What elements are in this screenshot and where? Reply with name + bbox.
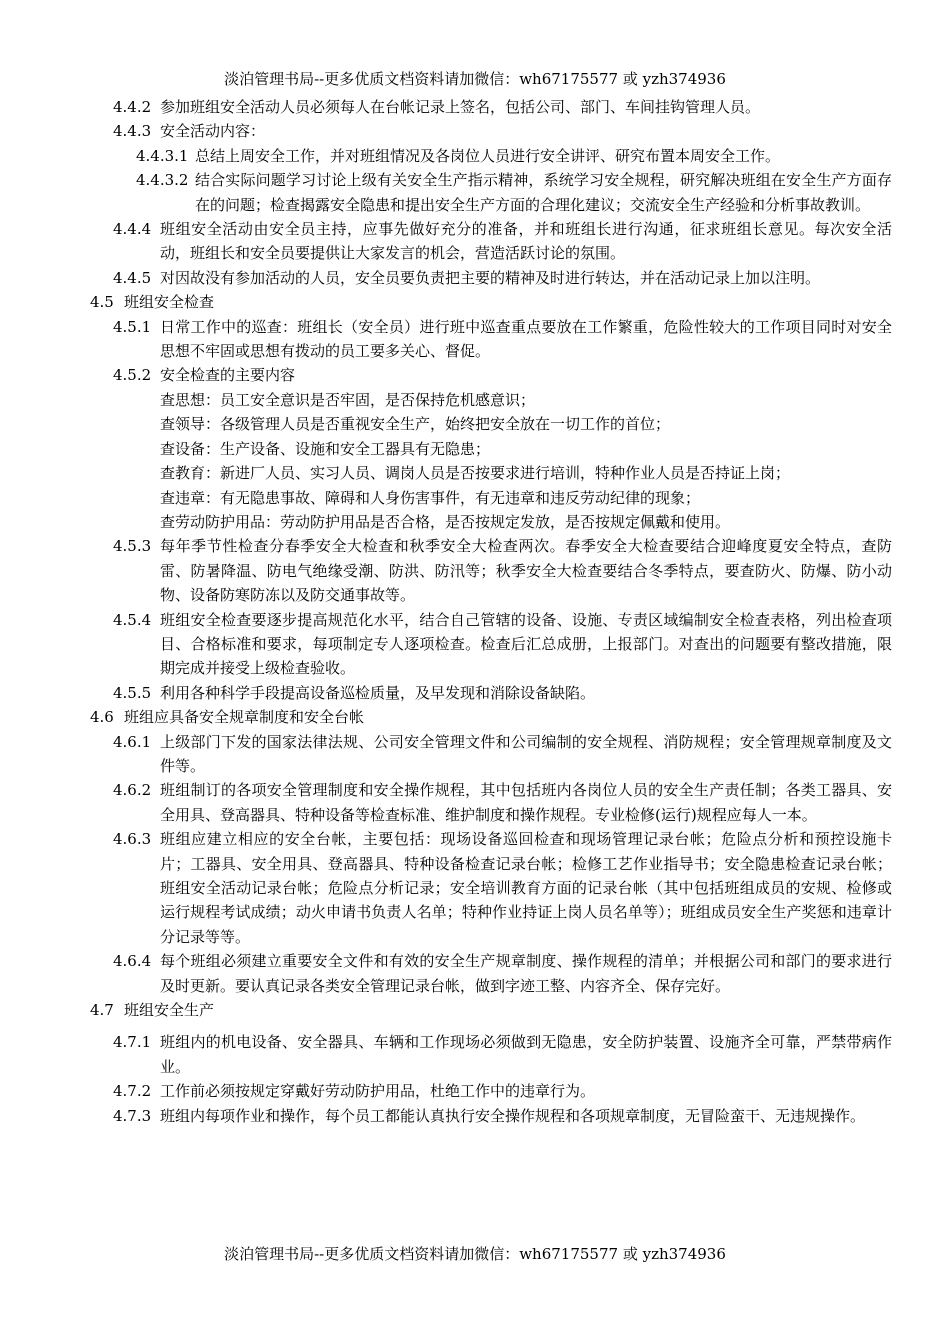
clause-text: 上级部门下发的国家法律法规、公司安全管理文件和公司编制的安全规程、消防规程；安全管理规章制度及文件等。 xyxy=(160,732,892,775)
check-item-text: 查劳动防护用品：劳动防护用品是否合格，是否按规定发放，是否按规定佩戴和使用。 xyxy=(160,512,731,531)
clause-4-7-1 xyxy=(0,1030,950,1079)
clause-text: 安全检查的主要内容 xyxy=(160,366,296,385)
clause-4-6-1 xyxy=(0,730,950,779)
clause-number: 4.4.5 xyxy=(113,268,152,287)
section-number: 4.6 xyxy=(90,708,114,727)
clause-4-4-3-2 xyxy=(0,168,950,217)
clause-4-6-2 xyxy=(0,778,950,827)
check-item-education xyxy=(0,461,950,485)
clause-number: 4.5.5 xyxy=(113,683,152,702)
section-number: 4.7 xyxy=(90,1001,114,1020)
clause-number: 4.4.3.1 xyxy=(136,146,189,165)
check-item-protective-gear xyxy=(0,510,950,534)
document-body xyxy=(0,95,950,1128)
clause-number: 4.7.3 xyxy=(113,1106,152,1125)
clause-4-5-1 xyxy=(0,315,950,364)
clause-number: 4.4.3 xyxy=(113,122,152,141)
clause-text: 班组内的机电设备、安全器具、车辆和工作现场必须做到无隐患，安全防护装置、设施齐全可靠，严禁带病作业。 xyxy=(160,1033,892,1076)
check-item-text: 查违章：有无隐患事故、障碍和人身伤害事件，有无违章和违反劳动纪律的现象； xyxy=(160,488,701,507)
clause-4-4-5 xyxy=(0,266,950,290)
clause-4-6-4 xyxy=(0,949,950,998)
page-header: 淡泊管理书局--更多优质文档资料请加微信：wh67175577 或 yzh374936 xyxy=(224,70,726,88)
clause-4-6-3 xyxy=(0,827,950,949)
clause-text: 总结上周安全工作，并对班组情况及各岗位人员进行安全讲评、研究布置本周安全工作。 xyxy=(195,146,781,165)
section-number: 4.5 xyxy=(90,293,114,312)
clause-text: 工作前必须按规定穿戴好劳动防护用品，杜绝工作中的违章行为。 xyxy=(160,1082,596,1101)
clause-number: 4.5.3 xyxy=(113,537,152,556)
clause-text: 对因故没有参加活动的人员，安全员要负责把主要的精神及时进行转达，并在活动记录上加以注明。 xyxy=(160,268,821,287)
clause-text: 每个班组必须建立重要安全文件和有效的安全生产规章制度、操作规程的清单；并根据公司和部门的要求进行及时更新。要认真记录各类安全管理记录台帐，做到字迹工整、内容齐全、保存完好。 xyxy=(160,952,892,995)
clause-text: 安全活动内容： xyxy=(160,122,266,141)
clause-text: 日常工作中的巡查：班组长（安全员）进行班中巡查重点要放在工作繁重，危险性较大的工作项目同时对安全思想不牢固或思想有拨动的员工要多关心、督促。 xyxy=(160,317,892,361)
check-item-equipment xyxy=(0,437,950,461)
check-item-text: 查教育：新进厂人员、实习人员、调岗人员是否按要求进行培训，特种作业人员是否持证上岗； xyxy=(160,464,791,483)
clause-number: 4.6.2 xyxy=(113,781,152,800)
clause-number: 4.4.3.2 xyxy=(136,171,189,190)
check-item-text: 查思想：员工安全意识是否牢固，是否保持危机感意识； xyxy=(160,390,536,409)
clause-4-7-3 xyxy=(0,1104,950,1128)
section-title: 班组应具备安全规章制度和安全台帐 xyxy=(124,708,365,727)
clause-number: 4.4.4 xyxy=(113,220,152,239)
clause-4-5-2 xyxy=(0,363,950,387)
clause-number: 4.5.2 xyxy=(113,366,152,385)
check-item-thought xyxy=(0,388,950,412)
clause-text: 利用各种科学手段提高设备巡检质量，及早发现和消除设备缺陷。 xyxy=(160,683,596,702)
clause-4-4-3-1 xyxy=(0,144,950,168)
section-title: 班组安全检查 xyxy=(124,293,215,312)
clause-4-4-4 xyxy=(0,217,950,266)
section-4-6-heading xyxy=(0,705,950,729)
clause-4-5-4 xyxy=(0,608,950,681)
clause-4-7-2 xyxy=(0,1079,950,1103)
check-item-text: 查领导：各级管理人员是否重视安全生产，始终把安全放在一切工作的首位； xyxy=(160,415,671,434)
clause-number: 4.6.1 xyxy=(113,732,152,751)
clause-text: 结合实际问题学习讨论上级有关安全生产指示精神，系统学习安全规程，研究解决班组在安全生产方面存在的问题；检查揭露安全隐患和提出安全生产方面的合理化建议；交流安全生产经验和分析事故教训。 xyxy=(195,171,892,214)
clause-number: 4.4.2 xyxy=(113,98,152,116)
section-title: 班组安全生产 xyxy=(124,1001,215,1020)
section-4-5-heading xyxy=(0,290,950,314)
clause-number: 4.7.1 xyxy=(113,1033,152,1052)
clause-number: 4.7.2 xyxy=(113,1082,152,1101)
check-item-text: 查设备：生产设备、设施和安全工器具有无隐患； xyxy=(160,439,491,458)
clause-text: 参加班组安全活动人员必须每人在台帐记录上签名，包括公司、部门、车间挂钩管理人员。 xyxy=(160,98,761,116)
page-footer: 淡泊管理书局--更多优质文档资料请加微信：wh67175577 或 yzh374936 xyxy=(224,1245,726,1263)
clause-4-5-3 xyxy=(0,534,950,607)
clause-number: 4.5.1 xyxy=(113,317,152,336)
check-item-leadership xyxy=(0,412,950,436)
clause-4-4-2 xyxy=(0,95,950,119)
clause-number: 4.6.3 xyxy=(113,830,152,849)
section-4-7-heading xyxy=(0,998,950,1022)
clause-text: 班组安全活动由安全员主持，应事先做好充分的准备，并和班组长进行沟通，征求班组长意见。每次安全活动，班组长和安全员要提供让大家发言的机会，营造活跃讨论的氛围。 xyxy=(160,220,892,263)
clause-number: 4.6.4 xyxy=(113,952,152,971)
check-item-violation xyxy=(0,486,950,510)
clause-number: 4.5.4 xyxy=(113,610,152,629)
clause-text: 班组内每项作业和操作，每个员工都能认真执行安全操作规程和各项规章制度，无冒险蛮干、无违规操作。 xyxy=(160,1106,866,1125)
clause-4-4-3 xyxy=(0,119,950,143)
clause-text: 每年季节性检查分春季安全大检查和秋季安全大检查两次。春季安全大检查要结合迎峰度夏安全特点，查防雷、防暑降温、防电气绝缘受潮、防洪、防汛等；秋季安全大检查要结合冬季特点，要查防火、防爆、防小动物、设备防寒防冻以及防交通事故等。 xyxy=(160,537,892,605)
clause-text: 班组制订的各项安全管理制度和安全操作规程，其中包括班内各岗位人员的安全生产责任制；各类工器具、安全用具、登高器具、特种设备等检查标准、维护制度和操作规程。专业检修(运行)规程应每人一本。 xyxy=(160,781,892,824)
clause-text: 班组安全检查要逐步提高规范化水平，结合自己管辖的设备、设施、专责区域编制安全检查表格，列出检查项目、合格标准和要求，每项制定专人逐项检查。检查后汇总成册，上报部门。对查出的问题要有整改措施，限期完成并接受上级检查验收。 xyxy=(160,610,892,678)
clause-text: 班组应建立相应的安全台帐，主要包括：现场设备巡回检查和现场管理记录台帐；危险点分析和预控设施卡片；工器具、安全用具、登高器具、特种设备检查记录台帐；检修工艺作业指导书；安全隐患检查记录台帐；班组安全活动记录台帐；危险点分析记录；安全培训教育方面的记录台帐（其中包括班组成员的安规、检修或运行规程考试成绩；动火申请书负责人名单；特种作业持证上岗人员名单等）；班组成员安全生产奖惩和违章计分记录等等。 xyxy=(160,830,892,946)
clause-4-5-5 xyxy=(0,681,950,705)
